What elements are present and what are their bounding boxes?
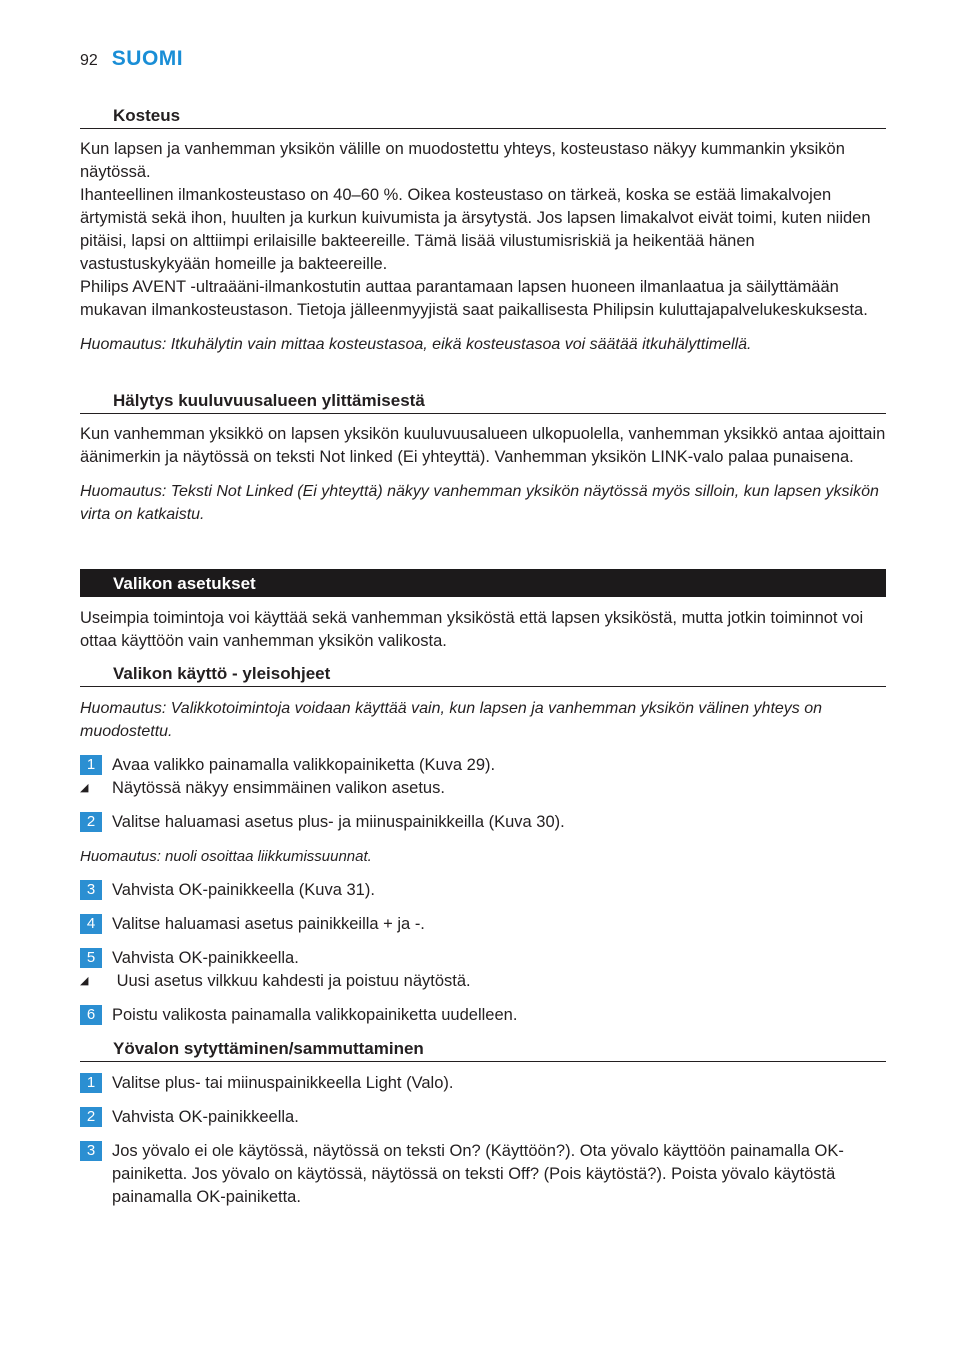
page-header <box>80 47 183 77</box>
step-item <box>80 1140 886 1209</box>
step-number: 3 <box>80 880 102 900</box>
step-number: 2 <box>80 812 102 832</box>
section-heading: Yövalon sytyttäminen/sammuttaminen <box>80 1039 886 1062</box>
step-number: 2 <box>80 1107 102 1127</box>
section-heading: Kosteus <box>80 106 886 129</box>
step-item <box>80 811 886 834</box>
note: Huomautus: nuoli osoittaa liikkumissuunnat. <box>80 848 372 865</box>
page-number: 92 <box>80 52 98 69</box>
bullet-triangle-icon: ◢ <box>80 975 89 987</box>
step-text: Vahvista OK-painikkeella. <box>112 1108 299 1126</box>
note: Huomautus: Itkuhälytin vain mittaa kosteustasoa, eikä kosteustasoa voi säätää itkuhälyttimellä. <box>80 336 752 353</box>
step-text: Valitse plus- tai miinuspainikkeella Light (Valo). <box>112 1074 454 1092</box>
step-number: 4 <box>80 914 102 934</box>
step-text: Valitse haluamasi asetus painikkeilla + ja -. <box>112 915 425 933</box>
step-item <box>80 1072 886 1095</box>
step-item <box>80 913 886 936</box>
note: Huomautus: Teksti Not Linked (Ei yhteyttä) näkyy vanhemman yksikön näytössä myös silloin, kun lapsen yksikön virta on katkaistu. <box>80 483 879 523</box>
step-text: Vahvista OK-painikkeella (Kuva 31). <box>112 881 375 899</box>
step-number: 5 <box>80 948 102 968</box>
step-number: 6 <box>80 1005 102 1025</box>
bullet-text: Uusi asetus vilkkuu kahdesti ja poistuu näytöstä. <box>112 972 471 990</box>
section-heading: Hälytys kuuluvuusalueen ylittämisestä <box>80 391 886 414</box>
section-heading: Valikon käyttö - yleisohjeet <box>80 664 886 687</box>
bullet-item <box>80 970 886 993</box>
step-number: 3 <box>80 1141 102 1161</box>
main-heading: Valikon asetukset <box>80 569 886 597</box>
step-text: Jos yövalo ei ole käytössä, näytössä on teksti On? (Käyttöön?). Ota yövalo käyttöön painamalla OK-painiketta. Jos yövalo on käytössä, näytössä on teksti Off? (Pois käytöstä?). Poista yövalo käytöstä painamalla OK-painiketta. <box>112 1142 844 1206</box>
section-kosteus <box>80 106 886 356</box>
step-number: 1 <box>80 755 102 775</box>
bullet-text: Näytössä näkyy ensimmäinen valikon asetus. <box>112 779 445 797</box>
step-item <box>80 879 886 902</box>
section-valikon-asetukset <box>80 569 886 653</box>
language-title: SUOMI <box>111 47 184 70</box>
step-number: 1 <box>80 1073 102 1093</box>
note: Huomautus: Valikkotoimintoja voidaan käyttää vain, kun lapsen ja vanhemman yksikön välinen yhteys on muodostettu. <box>80 700 823 740</box>
section-halytys <box>80 391 886 526</box>
step-text: Poistu valikosta painamalla valikkopainiketta uudelleen. <box>112 1006 518 1024</box>
step-item <box>80 1106 886 1129</box>
step-text: Valitse haluamasi asetus plus- ja miinuspainikkeilla (Kuva 30). <box>112 813 565 831</box>
paragraph: Useimpia toimintoja voi käyttää sekä vanhemman yksiköstä että lapsen yksiköstä, mutta jotkin toiminnot voi ottaa käyttöön vain vanhemman yksikön valikosta. <box>80 609 864 650</box>
bullet-triangle-icon: ◢ <box>80 782 89 794</box>
step-text: Vahvista OK-painikkeella. <box>112 949 299 967</box>
paragraph: Ihanteellinen ilmankosteustaso on 40–60 %. Oikea kosteustaso on tärkeä, koska se estää limakalvojen ärtymistä sekä ihon, huulten ja kurkun kuivumista ja ärsytystä. Jos lapsen limakalvot eivät toimi, kuten niiden pitäisi, lapsi on alttiimpi erilaisille bakteereille. Tämä lisää vilustumisriskiä ja heikentää hänen vastustuskykyään homeille ja bakteereille. <box>80 186 871 273</box>
step-item <box>80 754 886 777</box>
paragraph: Kun lapsen ja vanhemman yksikön välille on muodostettu yhteys, kosteustaso näkyy kummankin yksikön näytössä. <box>80 140 845 181</box>
step-text: Avaa valikko painamalla valikkopainiketta (Kuva 29). <box>112 756 496 774</box>
step-item <box>80 947 886 970</box>
paragraph: Kun vanhemman yksikkö on lapsen yksikön kuuluvuusalueen ulkopuolella, vanhemman yksikkö antaa ajoittain äänimerkin ja näytössä on teksti Not linked (Ei yhteyttä). Vanhemman yksikön LINK-valo palaa punaisena. <box>80 425 886 466</box>
section-valikon-kaytto <box>80 664 886 1027</box>
step-item <box>80 1004 886 1027</box>
bullet-item <box>80 777 886 800</box>
paragraph: Philips AVENT -ultraääni-ilmankostutin auttaa parantamaan lapsen huoneen ilmanlaatua ja säilyttämään mukavan ilmankosteustason. Tietoja jälleenmyyjistä saat paikallisesta Philipsin kuluttajapalvelukeskuksesta. <box>80 278 868 319</box>
section-yovalo <box>80 1039 886 1209</box>
